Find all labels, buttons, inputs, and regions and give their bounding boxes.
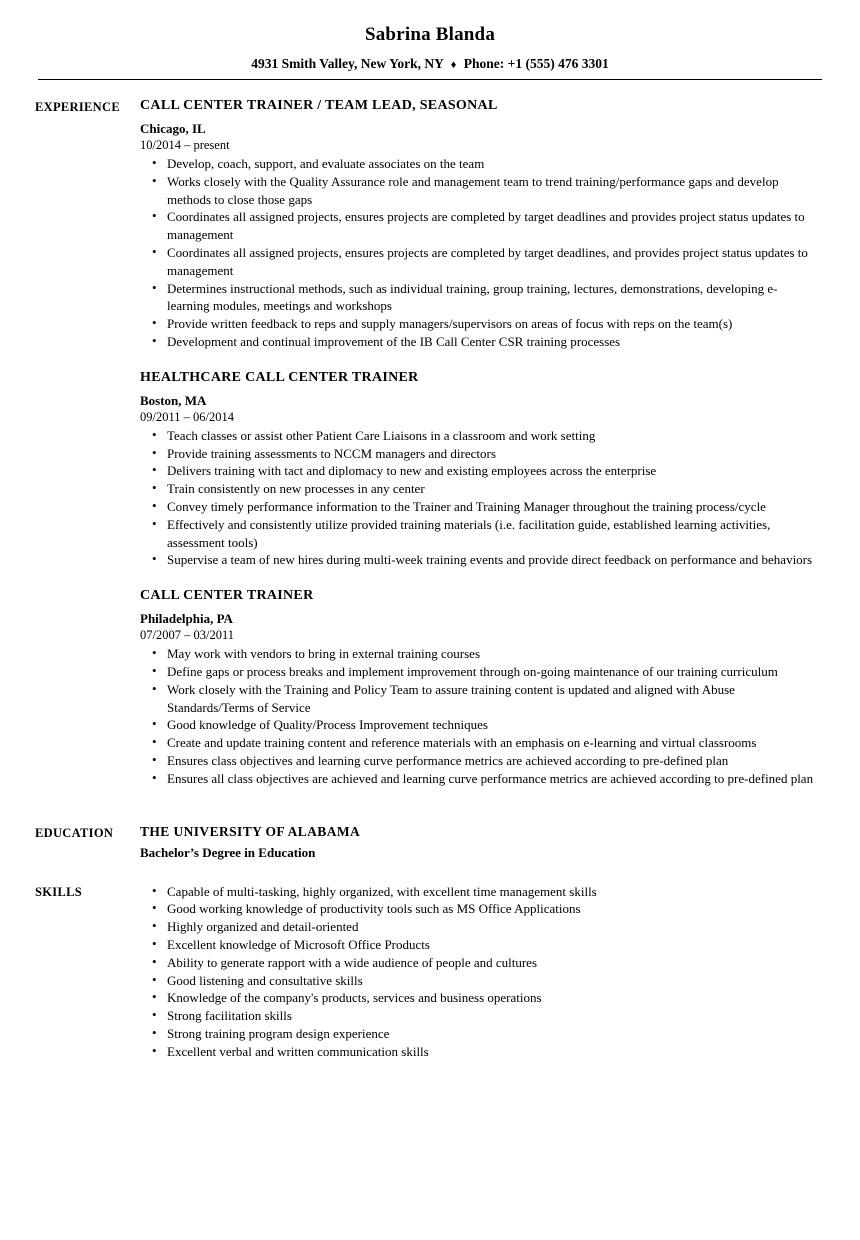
skill-bullet: • Excellent knowledge of Microsoft Office Products [140, 936, 815, 954]
job-bullet: • Convey timely performance information to the Trainer and Training Manager throughout the training process/cycle [140, 498, 815, 516]
candidate-address: 4931 Smith Valley, New York, NY [251, 56, 444, 71]
experience-entry [140, 588, 815, 787]
job-bullet: • Determines instructional methods, such as individual training, group training, lectures, demonstrations, developing e-learning modules, meetings and workshops [140, 280, 815, 316]
job-bullet: • Effectively and consistently utilize provided training materials (i.e. facilitation guide, established learning activities, assessment tools) [140, 516, 815, 552]
job-title: CALL CENTER TRAINER / TEAM LEAD, SEASONAL [140, 98, 498, 113]
job-bullet: • Define gaps or process breaks and implement improvement through on-going maintenance of our training curriculum [140, 663, 815, 681]
education-section-label: EDUCATION [35, 825, 114, 840]
experience-section [0, 98, 860, 788]
skill-bullet: • Knowledge of the company's products, services and business operations [140, 989, 815, 1007]
skills-section [0, 883, 860, 1061]
job-location: Boston, MA [140, 392, 207, 408]
job-bullet: • Good knowledge of Quality/Process Improvement techniques [140, 716, 815, 734]
skills-bullet-list [140, 883, 815, 1061]
job-bullet: • Development and continual improvement of the IB Call Center CSR training processes [140, 333, 815, 351]
job-location: Chicago, IL [140, 121, 206, 136]
candidate-name: Sabrina Blanda [364, 24, 496, 45]
job-bullet: • Develop, coach, support, and evaluate associates on the team [140, 155, 815, 173]
job-bullet: • Train consistently on new processes in any center [140, 480, 815, 498]
diamond-icon: ♦ [450, 58, 457, 71]
job-bullet: • May work with vendors to bring in external training courses [140, 645, 815, 663]
experience-entry [140, 98, 815, 351]
job-title: CALL CENTER TRAINER [140, 588, 314, 604]
job-title: HEALTHCARE CALL CENTER TRAINER [140, 369, 419, 385]
job-bullet: • Ensures all class objectives are achieved and learning curve performance metrics are achieved according to pre-defined plan [140, 770, 815, 788]
job-bullet-list [140, 155, 815, 351]
job-bullet: • Create and update training content and reference materials with an emphasis on e-learning and virtual classrooms [140, 734, 815, 752]
job-dates: 07/2007 – 03/2011 [140, 628, 234, 643]
job-bullet: • Provide written feedback to reps and supply managers/supervisors on areas of focus with reps on the team(s) [140, 315, 815, 333]
skill-bullet: • Good working knowledge of productivity tools such as MS Office Applications [140, 900, 815, 918]
job-bullet-list [140, 645, 815, 787]
skill-bullet: • Highly organized and detail-oriented [140, 918, 815, 936]
job-bullet: • Ensures class objectives and learning curve performance metrics are achieved according to pre-defined plan [140, 752, 815, 770]
skill-bullet: • Capable of multi-tasking, highly organized, with excellent time management skills [140, 883, 815, 901]
skills-list-container [120, 883, 860, 1061]
job-dates: 10/2014 – present [140, 138, 230, 152]
resume-header [0, 0, 860, 72]
skill-bullet: • Ability to generate rapport with a wide audience of people and cultures [140, 954, 815, 972]
education-degree: Bachelor’s Degree in Education [140, 844, 316, 860]
skill-bullet: • Strong facilitation skills [140, 1007, 815, 1025]
contact-line [0, 56, 860, 72]
education-entries [120, 824, 860, 861]
job-bullet: • Coordinates all assigned projects, ensures projects are completed by target deadlines and provides project status updates to management [140, 208, 815, 244]
experience-entries [120, 98, 860, 788]
job-bullet-list [140, 427, 815, 569]
job-bullet: • Works closely with the Quality Assurance role and management team to trend training/performance gaps and develop methods to close those gaps [140, 173, 815, 209]
education-section [0, 824, 860, 861]
job-bullet: • Provide training assessments to NCCM managers and directors [140, 445, 815, 463]
experience-entry [140, 370, 815, 569]
education-school: THE UNIVERSITY OF ALABAMA [140, 823, 361, 839]
job-bullet: • Delivers training with tact and diplomacy to new and existing employees across the enterprise [140, 462, 815, 480]
candidate-phone: Phone: +1 (555) 476 3301 [463, 56, 609, 71]
job-location: Philadelphia, PA [140, 611, 233, 627]
experience-section-label: EXPERIENCE [35, 100, 120, 114]
skill-bullet: • Good listening and consultative skills [140, 972, 815, 990]
skills-section-label: SKILLS [35, 884, 82, 899]
job-bullet: • Teach classes or assist other Patient Care Liaisons in a classroom and work setting [140, 427, 815, 445]
skill-bullet: • Excellent verbal and written communication skills [140, 1043, 815, 1061]
header-divider [38, 79, 822, 80]
job-bullet: • Coordinates all assigned projects, ensures projects are completed by target deadlines, and provides project status updates to management [140, 244, 815, 280]
job-bullet: • Supervise a team of new hires during multi-week training events and provide direct feedback on performance and behaviors [140, 551, 815, 569]
job-dates: 09/2011 – 06/2014 [140, 409, 234, 424]
skill-bullet: • Strong training program design experience [140, 1025, 815, 1043]
job-bullet: • Work closely with the Training and Policy Team to assure training content is updated and aligned with Abuse Standards/Terms of Service [140, 681, 815, 717]
